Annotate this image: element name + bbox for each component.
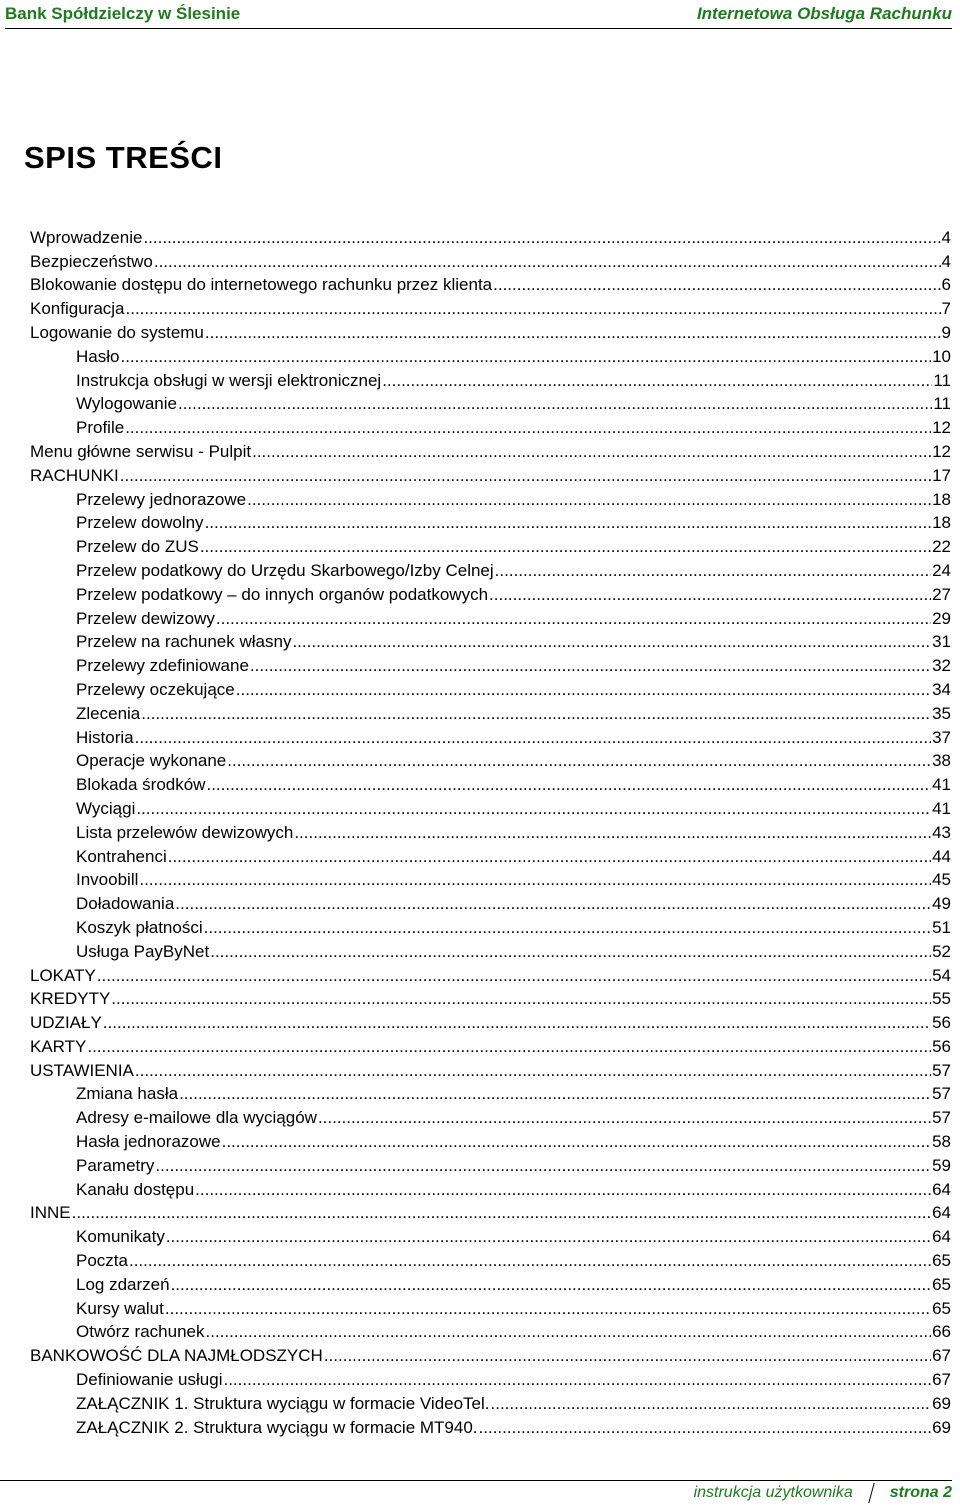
page-number: strona 2 <box>889 1484 952 1501</box>
toc-entry[interactable] <box>30 629 951 653</box>
toc-entry[interactable] <box>30 462 951 486</box>
toc-entry-page: 17 <box>932 465 951 485</box>
toc-entry-title: Przelew dewizowy <box>76 608 215 628</box>
toc-entry[interactable] <box>30 819 951 843</box>
toc-entry[interactable] <box>30 272 951 296</box>
toc-leader-dots <box>250 656 931 676</box>
toc-leader-dots <box>222 1132 931 1152</box>
toc-entry[interactable] <box>30 1271 951 1295</box>
toc-leader-dots <box>195 1180 931 1200</box>
toc-entry-title: UDZIAŁY <box>30 1013 102 1033</box>
toc-entry[interactable] <box>30 319 951 343</box>
toc-entry-title: Wyciągi <box>76 798 136 818</box>
footer-separator <box>868 1483 874 1503</box>
toc-entry-page: 65 <box>932 1298 951 1318</box>
toc-entry[interactable] <box>30 1033 951 1057</box>
toc-entry-page: 12 <box>932 418 951 438</box>
toc-entry-title: Invoobill <box>76 870 139 890</box>
toc-leader-dots <box>206 1322 932 1342</box>
toc-entry-title: Lista przelewów dewizowych <box>76 822 294 842</box>
toc-leader-dots <box>166 1227 931 1247</box>
toc-leader-dots <box>247 490 931 510</box>
toc-leader-dots <box>165 1299 931 1319</box>
toc-entry[interactable] <box>30 724 951 748</box>
toc-entry-page: 56 <box>932 1013 951 1033</box>
toc-leader-dots <box>87 1037 931 1057</box>
toc-entry-title: ZAŁĄCZNIK 1. Struktura wyciągu w formacie VideoTel. <box>76 1393 490 1413</box>
toc-entry-title: Przelew podatkowy – do innych organów podatkowych <box>76 584 489 604</box>
toc-entry-page: 4 <box>941 227 951 247</box>
toc-entry[interactable] <box>30 486 951 510</box>
toc-entry-title: Adresy e-mailowe dla wyciągów <box>76 1108 317 1128</box>
toc-entry-title: Koszyk płatności <box>76 917 203 937</box>
toc-entry[interactable] <box>30 343 951 367</box>
toc-entry-page: 4 <box>941 251 951 271</box>
toc-entry-page: 35 <box>932 703 951 723</box>
toc-leader-dots <box>294 823 931 843</box>
toc-entry-page: 55 <box>932 989 951 1009</box>
toc-entry-page: 7 <box>941 299 951 319</box>
toc-leader-dots <box>125 418 931 438</box>
toc-leader-dots <box>72 1203 931 1223</box>
toc-entry[interactable] <box>30 581 951 605</box>
toc-entry-title: Logowanie do systemu <box>30 322 204 342</box>
toc-leader-dots <box>171 1275 932 1295</box>
toc-entry-title: Poczta <box>76 1251 128 1271</box>
toc-leader-dots <box>139 870 931 890</box>
toc-entry[interactable] <box>30 1128 951 1152</box>
toc-entry-page: 59 <box>932 1155 951 1175</box>
toc-entry-page: 67 <box>932 1346 951 1366</box>
toc-leader-dots <box>179 1084 931 1104</box>
toc-leader-dots <box>495 561 931 581</box>
toc-leader-dots <box>97 966 931 986</box>
toc-entry-title: Bezpieczeństwo <box>30 251 153 271</box>
toc-leader-dots <box>120 466 931 486</box>
toc-entry-title: Instrukcja obsługi w wersji elektronicznej <box>76 370 382 390</box>
toc-entry[interactable] <box>30 652 951 676</box>
toc-entry-page: 6 <box>941 275 951 295</box>
toc-leader-dots <box>205 323 941 343</box>
toc-entry-title: INNE <box>30 1203 71 1223</box>
toc-entry-page: 27 <box>932 584 951 604</box>
toc-entry[interactable] <box>30 795 951 819</box>
toc-entry-title: Wprowadzenie <box>30 227 143 247</box>
toc-entry-title: Hasła jednorazowe <box>76 1132 221 1152</box>
toc-leader-dots <box>136 799 931 819</box>
toc-leader-dots <box>382 371 932 391</box>
toc-entry[interactable] <box>30 248 951 272</box>
toc-entry-title: Historia <box>76 727 134 747</box>
toc-entry-page: 34 <box>932 679 951 699</box>
toc-entry-title: RACHUNKI <box>30 465 119 485</box>
toc-entry-page: 12 <box>932 441 951 461</box>
toc-leader-dots <box>103 1013 931 1033</box>
toc-entry-title: KREDYTY <box>30 989 111 1009</box>
toc-entry[interactable] <box>30 510 951 534</box>
toc-entry-title: Otwórz rachunek <box>76 1322 205 1342</box>
toc-entry-page: 51 <box>932 917 951 937</box>
toc-entry[interactable] <box>30 748 951 772</box>
toc-entry-title: Definiowanie usługi <box>76 1370 223 1390</box>
toc-entry[interactable] <box>30 890 951 914</box>
toc-entry[interactable] <box>30 1152 951 1176</box>
toc-leader-dots <box>223 1370 931 1390</box>
toc-entry[interactable] <box>30 1081 951 1105</box>
toc-entry-title: Log zdarzeń <box>76 1274 170 1294</box>
toc-entry-title: Przelewy zdefiniowane <box>76 656 249 676</box>
toc-leader-dots <box>227 751 931 771</box>
toc-entry-page: 65 <box>932 1274 951 1294</box>
toc-entry[interactable] <box>30 1247 951 1271</box>
toc-entry-page: 18 <box>932 489 951 509</box>
toc-entry-page: 37 <box>932 727 951 747</box>
toc-entry-title: Zlecenia <box>76 703 141 723</box>
toc-entry-title: Konfiguracja <box>30 299 125 319</box>
toc-entry-title: Przelew dowolny <box>76 513 204 533</box>
toc-entry[interactable] <box>30 962 951 986</box>
page-header <box>5 0 952 29</box>
toc-leader-dots <box>210 942 931 962</box>
toc-entry[interactable] <box>30 295 951 319</box>
toc-entry-page: 11 <box>933 370 951 390</box>
toc-entry[interactable] <box>30 1366 951 1390</box>
toc-entry-page: 32 <box>932 656 951 676</box>
toc-entry-title: USTAWIENIA <box>30 1060 134 1080</box>
toc-entry[interactable] <box>30 1104 951 1128</box>
toc-entry-page: 41 <box>932 775 951 795</box>
toc-entry-page: 44 <box>932 846 951 866</box>
toc-entry-page: 29 <box>932 608 951 628</box>
toc-entry-page: 56 <box>932 1036 951 1056</box>
toc-entry[interactable] <box>30 533 951 557</box>
toc-leader-dots <box>206 775 931 795</box>
toc-entry-title: Kanału dostępu <box>76 1179 195 1199</box>
toc-leader-dots <box>175 894 931 914</box>
toc-leader-dots <box>292 632 931 652</box>
toc-leader-dots <box>493 275 940 295</box>
toc-entry[interactable] <box>30 1295 951 1319</box>
toc-entry-page: 54 <box>932 965 951 985</box>
toc-entry-page: 64 <box>932 1227 951 1247</box>
toc-entry[interactable] <box>30 700 951 724</box>
toc-entry-title: LOKATY <box>30 965 96 985</box>
toc-leader-dots <box>178 394 932 414</box>
toc-entry-title: Doładowania <box>76 894 175 914</box>
toc-entry[interactable] <box>30 938 951 962</box>
toc-entry-title: Kontrahenci <box>76 846 167 866</box>
toc-entry-title: Operacje wykonane <box>76 751 227 771</box>
toc-entry[interactable] <box>30 391 951 415</box>
toc-entry-page: 11 <box>933 394 951 414</box>
toc-entry[interactable] <box>30 414 951 438</box>
toc-entry[interactable] <box>30 676 951 700</box>
footer-label: instrukcja użytkownika <box>693 1484 853 1501</box>
toc-leader-dots <box>252 442 931 462</box>
toc-entry[interactable] <box>30 867 951 891</box>
toc-leader-dots <box>200 537 931 557</box>
toc-entry-page: 31 <box>932 632 951 652</box>
toc-entry[interactable] <box>30 224 951 248</box>
toc-entry-page: 24 <box>932 560 951 580</box>
toc-entry-title: ZAŁĄCZNIK 2. Struktura wyciągu w formacie MT940. <box>76 1417 478 1437</box>
toc-leader-dots <box>489 585 931 605</box>
toc-leader-dots <box>479 1418 932 1438</box>
toc-leader-dots <box>141 704 931 724</box>
toc-entry-title: Hasło <box>76 346 120 366</box>
toc-entry[interactable] <box>30 843 951 867</box>
toc-entry[interactable] <box>30 557 951 581</box>
toc-entry[interactable] <box>30 438 951 462</box>
toc-entry-page: 41 <box>932 798 951 818</box>
toc-entry-title: Profile <box>76 418 125 438</box>
toc-entry[interactable] <box>30 1200 951 1224</box>
toc-entry-page: 58 <box>932 1132 951 1152</box>
toc-entry-page: 69 <box>932 1393 951 1413</box>
toc-leader-dots <box>205 513 932 533</box>
toc-entry-page: 43 <box>932 822 951 842</box>
toc-entry-page: 38 <box>932 751 951 771</box>
toc-entry[interactable] <box>30 1414 951 1438</box>
toc-leader-dots <box>168 847 931 867</box>
toc-entry[interactable] <box>30 1319 951 1343</box>
toc-entry-title: Przelew podatkowy do Urzędu Skarbowego/Izby Celnej <box>76 560 494 580</box>
toc-leader-dots <box>324 1346 931 1366</box>
toc-entry[interactable] <box>30 1390 951 1414</box>
toc-entry[interactable] <box>30 1342 951 1366</box>
toc-entry-page: 57 <box>932 1084 951 1104</box>
toc-entry-title: Przelew do ZUS <box>76 537 199 557</box>
toc-leader-dots <box>135 1061 931 1081</box>
toc-entry-title: Przelewy jednorazowe <box>76 489 247 509</box>
toc-entry[interactable] <box>30 1176 951 1200</box>
toc-entry-page: 69 <box>932 1417 951 1437</box>
toc-leader-dots <box>155 1156 931 1176</box>
toc-entry-page: 64 <box>932 1179 951 1199</box>
toc-entry[interactable] <box>30 914 951 938</box>
toc-entry-page: 57 <box>932 1060 951 1080</box>
toc-leader-dots <box>143 228 940 248</box>
toc-entry[interactable] <box>30 771 951 795</box>
toc-entry[interactable] <box>30 367 951 391</box>
page-footer <box>0 1480 952 1505</box>
toc-entry-page: 45 <box>932 870 951 890</box>
toc-entry[interactable] <box>30 986 951 1010</box>
toc-leader-dots <box>216 609 931 629</box>
toc-entry[interactable] <box>30 1009 951 1033</box>
page-title: SPIS TREŚCI <box>24 140 223 175</box>
toc-entry-page: 49 <box>932 894 951 914</box>
toc-leader-dots <box>204 918 931 938</box>
toc-entry-page: 9 <box>941 322 951 342</box>
toc-entry-page: 18 <box>932 513 951 533</box>
toc-entry-page: 64 <box>932 1203 951 1223</box>
toc-entry-title: Przelewy oczekujące <box>76 679 235 699</box>
table-of-contents <box>30 224 951 1438</box>
toc-leader-dots <box>318 1108 931 1128</box>
toc-leader-dots <box>126 299 941 319</box>
bank-name: Bank Spółdzielczy w Ślesinie <box>5 4 241 23</box>
toc-entry-page: 10 <box>932 346 951 366</box>
toc-entry-title: Parametry <box>76 1155 155 1175</box>
toc-entry-title: Blokada środków <box>76 775 206 795</box>
toc-leader-dots <box>111 989 931 1009</box>
toc-entry-title: Kursy walut <box>76 1298 164 1318</box>
toc-leader-dots <box>129 1251 931 1271</box>
toc-entry-page: 22 <box>932 537 951 557</box>
toc-entry-title: Menu główne serwisu - Pulpit <box>30 441 252 461</box>
toc-entry[interactable] <box>30 1057 951 1081</box>
toc-entry-title: Usługa PayByNet <box>76 941 210 961</box>
toc-entry-page: 52 <box>932 941 951 961</box>
toc-entry-page: 67 <box>932 1370 951 1390</box>
toc-leader-dots <box>491 1394 932 1414</box>
toc-entry[interactable] <box>30 605 951 629</box>
toc-leader-dots <box>154 252 941 272</box>
toc-leader-dots <box>236 680 931 700</box>
toc-entry-title: Zmiana hasła <box>76 1084 179 1104</box>
document-title: Internetowa Obsługa Rachunku <box>696 4 952 23</box>
toc-entry-page: 65 <box>932 1251 951 1271</box>
toc-entry-title: BANKOWOŚĆ DLA NAJMŁODSZYCH <box>30 1346 323 1366</box>
toc-entry-page: 66 <box>932 1322 951 1342</box>
toc-entry-page: 57 <box>932 1108 951 1128</box>
toc-entry[interactable] <box>30 1223 951 1247</box>
toc-entry-title: Przelew na rachunek własny <box>76 632 292 652</box>
toc-entry-title: Blokowanie dostępu do internetowego rachunku przez klienta <box>30 275 493 295</box>
toc-entry-title: KARTY <box>30 1036 87 1056</box>
toc-entry-title: Wylogowanie <box>76 394 177 414</box>
toc-leader-dots <box>120 347 931 367</box>
toc-entry-title: Komunikaty <box>76 1227 165 1247</box>
toc-leader-dots <box>135 728 931 748</box>
